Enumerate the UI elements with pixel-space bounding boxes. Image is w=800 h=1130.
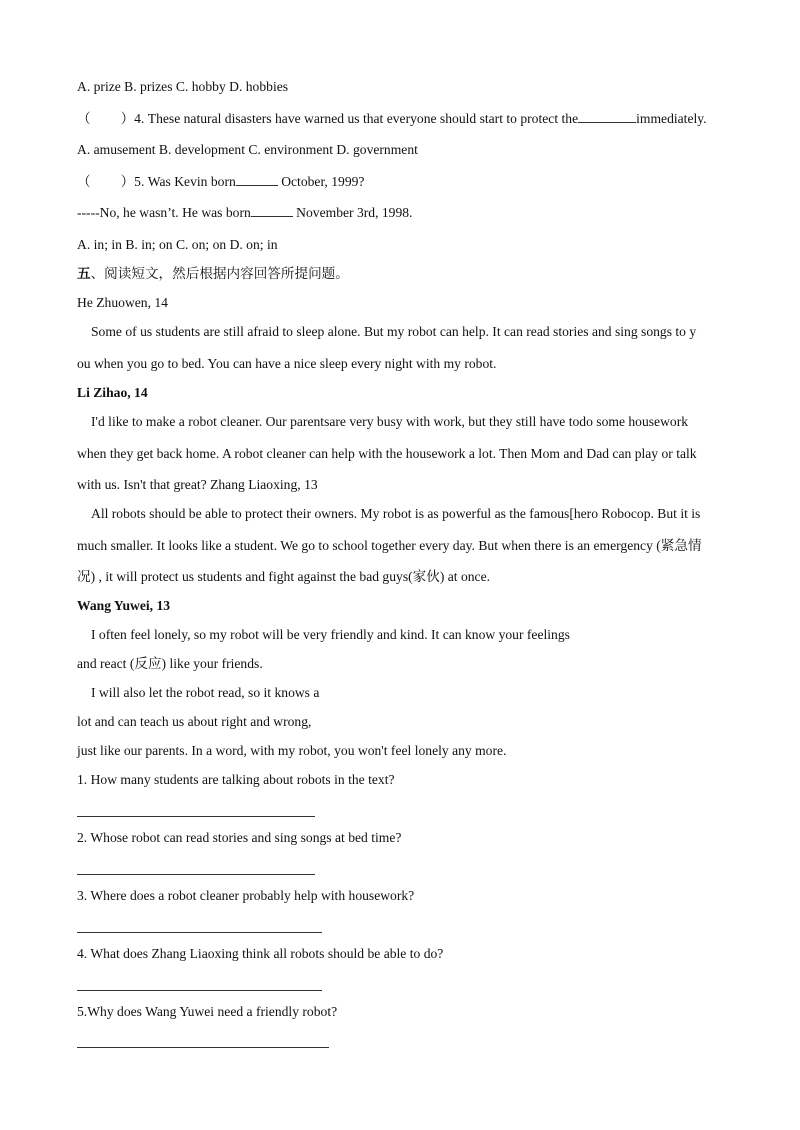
author-he-zhuowen: He Zhuowen, 14 (77, 295, 168, 310)
question-4 (77, 110, 707, 128)
q4-options: A. amusement B. development C. environment D. government (77, 142, 418, 157)
passage-line: much smaller. It looks like a student. We go to school together every day. But when there is an emergency (紧急情 (77, 538, 702, 553)
passage-line: ou when you go to bed. You can have a nice sleep every night with my robot. (77, 356, 497, 371)
passage-line: All robots should be able to protect their owners. My robot is as powerful as the famous[hero Robocop. But it is (91, 506, 701, 521)
passage-line: lot and can teach us about right and wrong, (77, 714, 312, 729)
passage-line: I'd like to make a robot cleaner. Our parentsare very busy with work, but they still have todo some housework (91, 414, 689, 429)
q5-reply-start: -----No, he wasn’t. He was born (77, 205, 251, 220)
fill-blank-5a[interactable] (236, 173, 278, 186)
q5-reply-end: November 3rd, 1998. (292, 205, 413, 220)
author-li-zihao: Li Zihao, 14 (77, 385, 148, 400)
passage-line: when they get back home. A robot cleaner can help with the housework a lot. Then Mom and Dad can play or talk (77, 446, 697, 461)
fill-blank-4[interactable] (578, 110, 636, 123)
section-number: 五 (77, 266, 91, 281)
q5-text: ）5. Was Kevin born (120, 174, 236, 189)
passage-line: I will also let the robot read, so it knows a (91, 685, 320, 700)
question-2: 2. Whose robot can read stories and sing songs at bed time? (77, 830, 402, 845)
passage-line: 况) , it will protect us students and fight against the bad guys(家伙) at once. (77, 569, 491, 584)
passage-line: I often feel lonely, so my robot will be very friendly and kind. It can know your feelings (91, 627, 570, 642)
fill-blank-5b[interactable] (251, 204, 293, 217)
answer-line-2[interactable] (77, 874, 315, 875)
q4-text: ）4. These natural disasters have warned us that everyone should start to protect the (120, 111, 579, 126)
question-1: 1. How many students are talking about robots in the text? (77, 772, 395, 787)
question-5 (77, 173, 364, 191)
q5-end: October, 1999? (277, 174, 365, 189)
question-5-reading: 5.Why does Wang Yuwei need a friendly robot? (77, 1004, 338, 1019)
answer-line-1[interactable] (77, 816, 315, 817)
passage-line: with us. Isn't that great? Zhang Liaoxing, 13 (77, 477, 318, 492)
passage-line: just like our parents. In a word, with my robot, you won't feel lonely any more. (77, 743, 507, 758)
section-heading (77, 265, 349, 283)
q5-reply (77, 204, 412, 222)
section-title: 、阅读短文，然后根据内容回答所提问题。 (90, 266, 349, 281)
q4-paren-open: （ (77, 111, 91, 126)
answer-line-3[interactable] (77, 932, 322, 933)
q4-end: immediately. (636, 111, 707, 126)
q5-options: A. in; in B. in; on C. on; on D. on; in (77, 237, 278, 252)
author-wang-yuwei: Wang Yuwei, 13 (77, 598, 171, 613)
passage-line: and react (反应) like your friends. (77, 656, 263, 671)
answer-line-5[interactable] (77, 1047, 329, 1048)
q3-options: A. prize B. prizes C. hobby D. hobbies (77, 79, 289, 94)
question-4-reading: 4. What does Zhang Liaoxing think all robots should be able to do? (77, 946, 444, 961)
answer-line-4[interactable] (77, 990, 322, 991)
q5-paren-open: （ (77, 174, 91, 189)
passage-line: Some of us students are still afraid to sleep alone. But my robot can help. It can read stories and sing songs to y (91, 324, 697, 339)
question-3: 3. Where does a robot cleaner probably help with housework? (77, 888, 415, 903)
